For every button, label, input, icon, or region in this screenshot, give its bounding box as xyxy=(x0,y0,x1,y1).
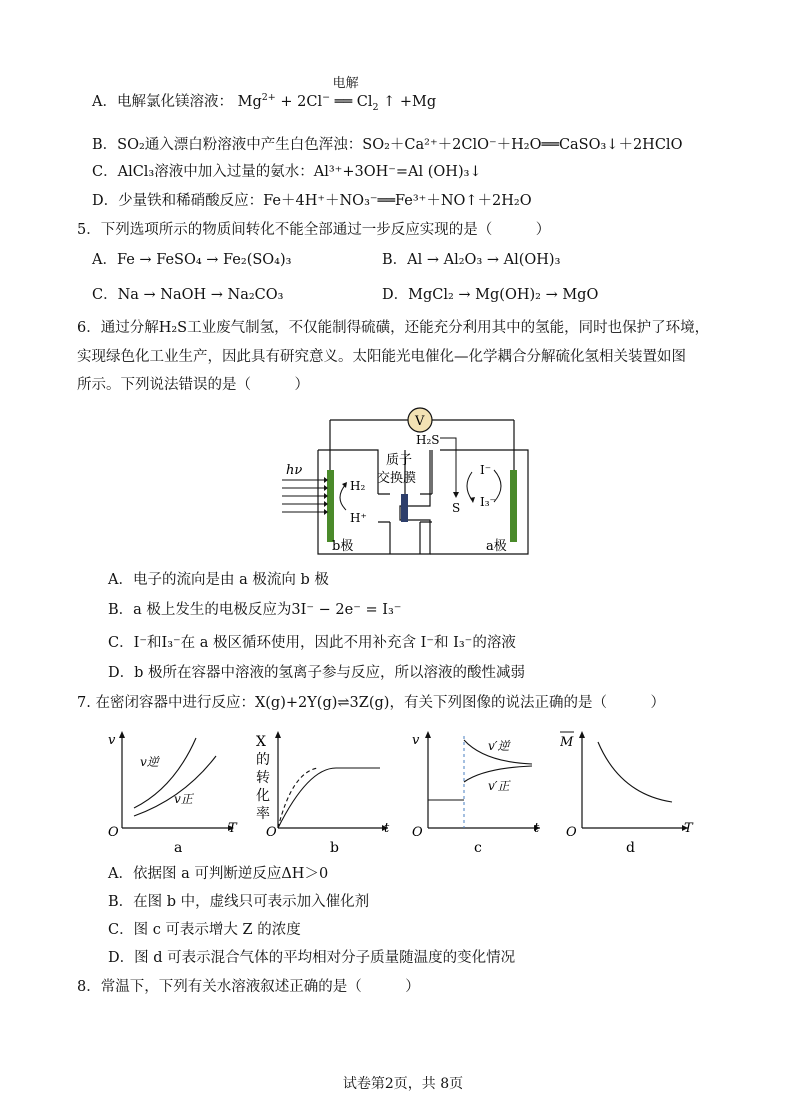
graph-c-origin: O xyxy=(412,825,423,840)
graph-c-curve2-label: v′正 xyxy=(488,779,510,793)
q4-option-d-label: D．少量铁和稀硝酸反应： xyxy=(92,193,264,209)
q4-option-c-formula: Al³⁺+3OH⁻=Al (OH)₃↓ xyxy=(313,164,482,180)
graph-b-caption: b xyxy=(330,840,339,856)
membrane-label-1: 质子 xyxy=(386,453,413,468)
q7-stem: 7. 在密闭容器中进行反应：X(g)+2Y(g)⇌3Z(g)，有关下列图像的说法正确的是（ ） xyxy=(77,695,665,711)
electrode-a xyxy=(510,470,517,542)
graph-d xyxy=(560,728,700,858)
graph-a-y-label: v xyxy=(108,733,116,748)
graph-d-y-label: M xyxy=(560,735,574,750)
q4-option-b-label: B．SO₂通入漂白粉溶液中产生白色浑浊： xyxy=(92,137,363,153)
graph-d-curve xyxy=(598,742,672,802)
q5-option-c: C．Na → NaOH → Na₂CO₃ xyxy=(92,287,284,303)
q6-option-a: A．电子的流向是由 a 极流向 b 极 xyxy=(108,572,329,588)
q4-option-a xyxy=(92,76,437,113)
electrode-b xyxy=(327,470,334,542)
q5-stem: 5．下列选项所示的物质间转化不能全部通过一步反应实现的是（ ） xyxy=(77,222,551,238)
q6-stem-line3: 所示。下列说法错误的是（ ） xyxy=(77,377,309,393)
q5-option-d: D．MgCl₂ → Mg(OH)₂ → MgO xyxy=(382,287,599,303)
q7-option-a: A．依据图 a 可判断逆反应ΔH＞0 xyxy=(108,866,329,882)
q6-stem-line2: 实现绿色化工业生产，因此具有研究意义。太阳能光电催化—化学耦合分解硫化氢相关装置如图 xyxy=(77,349,686,365)
q4-option-c xyxy=(92,162,482,182)
q4-option-b xyxy=(92,135,682,155)
graph-b-solid-curve xyxy=(278,768,380,828)
q6-option-d: D．b 极所在容器中溶液的氢离子参与反应，所以溶液的酸性减弱 xyxy=(108,665,526,681)
i3minus-label: I₃⁻ xyxy=(480,495,496,509)
s-label: S xyxy=(452,501,461,515)
graph-a-x-label: T xyxy=(228,821,237,836)
graph-d-origin: O xyxy=(566,825,577,840)
hplus-label: H⁺ xyxy=(350,511,367,525)
graph-b-x-label: t xyxy=(384,821,390,836)
graph-b-y-label-5: 率 xyxy=(256,806,270,822)
electrolysis-device-diagram xyxy=(280,402,560,560)
q6-option-b: B．a 极上发生的电极反应为3I⁻ − 2e⁻ = I₃⁻ xyxy=(108,602,402,618)
graph-c xyxy=(404,728,554,858)
q5-option-a: A．Fe → FeSO₄ → Fe₂(SO₄)₃ xyxy=(92,252,292,268)
cycle-arrow-left xyxy=(340,484,346,510)
graph-c-x-label: t xyxy=(534,821,540,836)
q4-option-c-label: C．AlCl₃溶液中加入过量的氨水： xyxy=(92,164,314,180)
graph-b-y-label-2: 的 xyxy=(256,752,270,768)
electrolysis-condition: 电解 xyxy=(332,76,359,91)
graph-a xyxy=(104,728,244,858)
graph-b-dashed-curve xyxy=(278,768,318,828)
graph-c-curve1-label: v′逆 xyxy=(488,739,510,753)
q7-option-b: B．在图 b 中，虚线只可表示加入催化剂 xyxy=(108,894,370,910)
graph-b-origin: O xyxy=(266,825,277,840)
graph-b-y-label-3: 转 xyxy=(256,770,270,786)
graph-a-curve2-label: v正 xyxy=(174,792,193,806)
q4-option-b-formula: SO₂＋Ca²⁺＋2ClO⁻＋H₂O══CaSO₃↓＋2HClO xyxy=(362,137,683,153)
iminus-label: I⁻ xyxy=(480,463,492,477)
electrode-a-label: a极 xyxy=(486,539,507,554)
h2-label: H₂ xyxy=(350,479,366,493)
h2s-label: H₂S xyxy=(416,433,440,447)
graph-d-x-label: T xyxy=(684,821,693,836)
graph-c-caption: c xyxy=(474,840,482,856)
q7-option-c: C．图 c 可表示增大 Z 的浓度 xyxy=(108,922,301,938)
q5-option-b: B．Al → Al₂O₃ → Al(OH)₃ xyxy=(382,252,561,268)
q4-option-d xyxy=(92,191,532,211)
graph-a-curve1-label: v逆 xyxy=(140,755,159,769)
graph-b xyxy=(248,728,398,858)
proton-exchange-membrane xyxy=(401,494,408,522)
q7-option-d: D．图 d 可表示混合气体的平均相对分子质量随温度的变化情况 xyxy=(108,950,516,966)
voltmeter-label: V xyxy=(415,414,425,429)
q4-option-a-formula: $Mg^{2+} + 2Cl^-$ 电解 ══ $Cl_2$ ↑ +Mg xyxy=(237,76,437,113)
q4-option-d-formula: Fe＋4H⁺＋NO₃⁻══Fe³⁺＋NO↑＋2H₂O xyxy=(263,193,532,209)
q6-stem-line1: 6．通过分解H₂S工业废气制氢，不仅能制得硫磺，还能充分利用其中的氢能，同时也保护了环境， xyxy=(77,320,710,336)
graph-c-y-label: v xyxy=(412,733,420,748)
page-footer: 试卷第2页，共 8页 xyxy=(342,1076,464,1092)
q8-stem: 8．常温下，下列有关水溶液叙述正确的是（ ） xyxy=(77,979,420,995)
light-label: hν xyxy=(286,463,303,478)
graph-b-y-label-1: X xyxy=(256,734,266,750)
membrane-label-2: 交换膜 xyxy=(377,471,417,486)
graph-d-caption: d xyxy=(626,840,635,856)
electrode-b-label: b极 xyxy=(332,539,354,554)
h2s-arrow xyxy=(440,438,456,492)
q4-option-a-label: A．电解氯化镁溶液： xyxy=(92,94,233,110)
graph-b-y-label-4: 化 xyxy=(256,788,270,804)
graph-a-origin: O xyxy=(108,825,119,840)
graph-a-caption: a xyxy=(174,840,183,856)
q6-option-c: C．I⁻和I₃⁻在 a 极区循环使用，因此不用补充含 I⁻和 I₃⁻的溶液 xyxy=(108,635,516,651)
